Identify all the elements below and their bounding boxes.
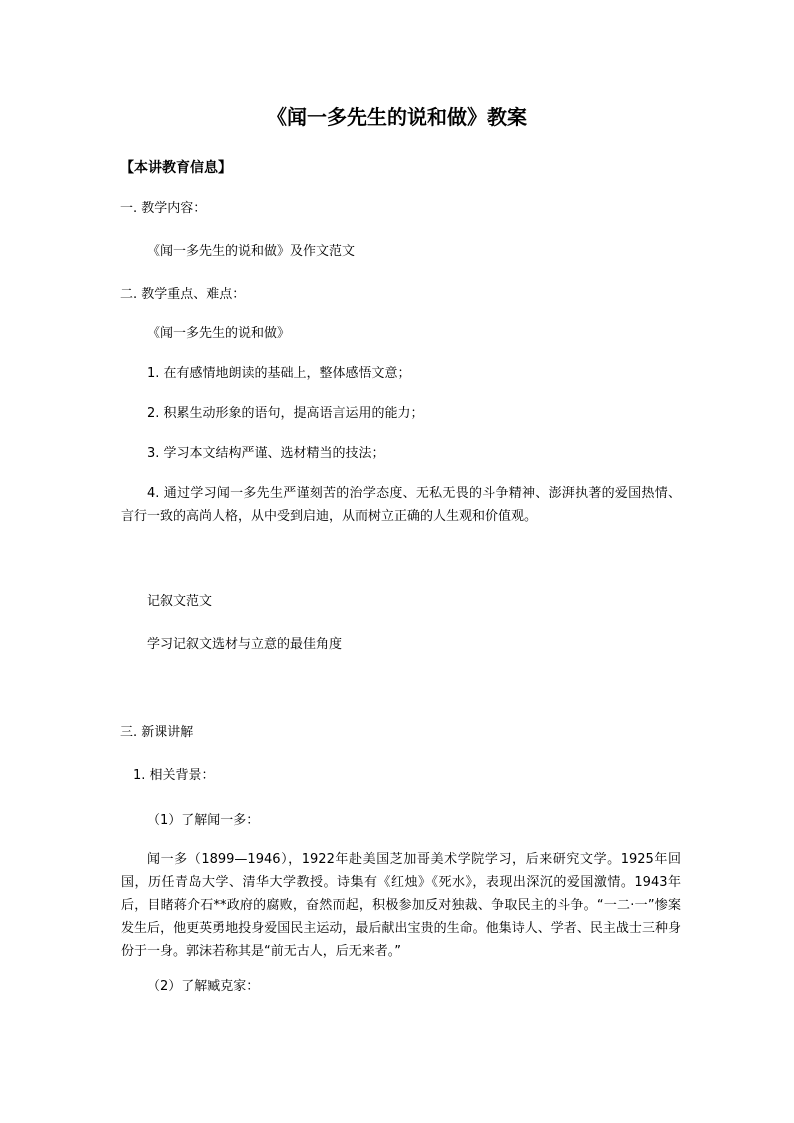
wen-yiduo-heading: （1）了解闻一多： (147, 813, 260, 828)
section2-subtitle: 《闻一多先生的说和做》 (147, 326, 291, 341)
zang-kejia-heading: （2）了解臧克家： (147, 979, 260, 994)
section3-heading: 三. 新课讲解 (120, 725, 194, 740)
objective-item-1: 1. 在有感情地朗读的基础上，整体感悟文意； (147, 366, 411, 381)
objective-item-2: 2. 积累生动形象的语句，提高语言运用的能力； (147, 406, 424, 421)
objective-item-3: 3. 学习本文结构严谨、选材精当的技法； (147, 446, 385, 461)
section1-content: 《闻一多先生的说和做》及作文范文 (147, 244, 356, 259)
section2-heading: 二. 教学重点、难点： (120, 287, 246, 302)
essay-heading: 记叙文范文 (147, 594, 213, 609)
document-title: 《闻一多先生的说和做》教案 (267, 105, 527, 129)
info-header: 【本讲教育信息】 (120, 160, 232, 176)
wen-yiduo-bio: 闻一多（1899—1946），1922年赴美国芝加哥美术学院学习，后来研究文学。1925年回国，历任青岛大学、清华大学教授。诗集有《红烛》《死水》，表现出深沉的爱国激情。1943年后，目睹蒋介石**政府的腐败，奋然而起，积极参加反对独裁、争取民主的斗争。“一二·一”惨案发生后，他更英勇地投身爱国民主运动，最后献出宝贵的生命。他集诗人、学者、民主战士三种身份于一身。郭沫若称其是“前无古人，后无来者。” (121, 852, 681, 959)
section1-heading: 一. 教学内容： (120, 201, 207, 216)
essay-topic: 学习记叙文选材与立意的最佳角度 (147, 637, 343, 652)
background-heading: 1. 相关背景： (133, 768, 215, 783)
objective-item-4: 4. 通过学习闻一多先生严谨刻苦的治学态度、无私无畏的斗争精神、澎湃执著的爱国热情、言行一致的高尚人格，从中受到启迪，从而树立正确的人生观和价值观。 (121, 486, 681, 524)
